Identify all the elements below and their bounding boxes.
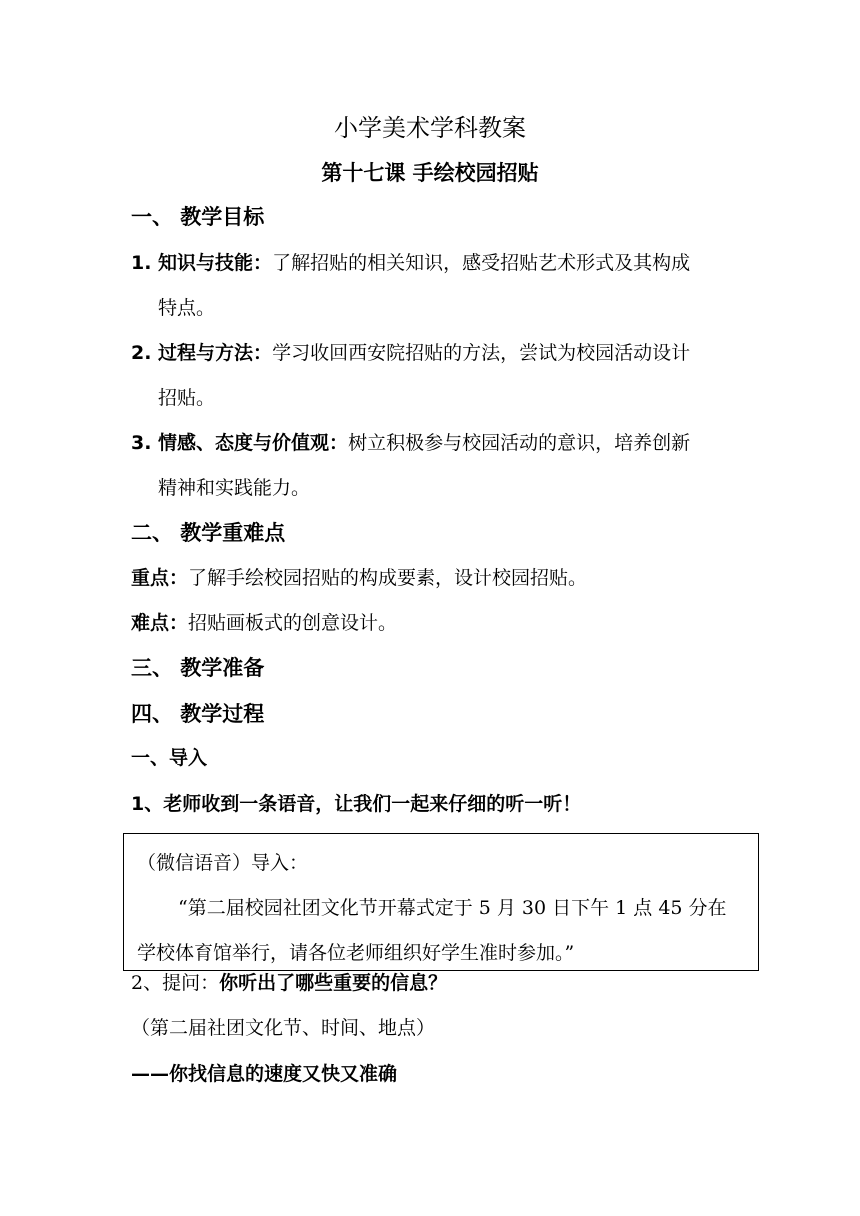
voice-message-label: （微信语音）导入： <box>137 852 309 874</box>
goal-1-label: 1. 知识与技能： <box>131 252 273 274</box>
goal-3 <box>131 431 690 455</box>
voice-message-line-2: 学校体育馆举行，请各位老师组织好学生准时参加。” <box>137 942 575 964</box>
difficult-point-text: 招贴画板式的创意设计。 <box>188 612 398 634</box>
key-point <box>131 566 587 590</box>
goal-1-continued: 特点。 <box>158 297 216 319</box>
lesson-title: 第十七课 手绘校园招贴 <box>321 161 539 185</box>
section-heading-key-points: 二、 教学重难点 <box>131 521 286 545</box>
question-prefix: 2、提问： <box>131 972 220 994</box>
section-heading-preparation: 三、 教学准备 <box>131 656 265 680</box>
section-heading-process: 四、 教学过程 <box>131 702 265 726</box>
voice-message-line-1: “第二届校园社团文化节开幕式定于 5 月 30 日下午 1 点 45 分在 <box>178 897 727 919</box>
goal-3-text: 树立积极参与校园活动的意识，培养创新 <box>348 432 691 454</box>
step-1: 1、老师收到一条语音，让我们一起来仔细的听一听！ <box>131 793 582 815</box>
goal-3-continued: 精神和实践能力。 <box>158 477 311 499</box>
section-heading-goals: 一、 教学目标 <box>131 205 265 229</box>
answer: （第二届社团文化节、时间、地点） <box>131 1017 436 1039</box>
question-text: 你听出了哪些重要的信息？ <box>219 972 448 994</box>
question <box>131 971 447 995</box>
goal-1-text: 了解招贴的相关知识，感受招贴艺术形式及其构成 <box>272 252 691 274</box>
goal-2 <box>131 341 690 365</box>
intro-heading: 一、导入 <box>131 747 208 769</box>
goal-1 <box>131 251 690 275</box>
key-point-label: 重点： <box>131 567 189 589</box>
difficult-point <box>131 611 397 635</box>
difficult-point-label: 难点： <box>131 612 189 634</box>
goal-3-label: 3. 情感、态度与价值观： <box>131 432 349 454</box>
goal-2-text: 学习收回西安院招贴的方法，尝试为校园活动设计 <box>272 342 691 364</box>
praise: ——你找信息的速度又快又准确 <box>131 1063 398 1085</box>
document-title: 小学美术学科教案 <box>334 114 526 142</box>
goal-2-label: 2. 过程与方法： <box>131 342 273 364</box>
key-point-text: 了解手绘校园招贴的构成要素，设计校园招贴。 <box>188 567 588 589</box>
goal-2-continued: 招贴。 <box>158 387 216 409</box>
